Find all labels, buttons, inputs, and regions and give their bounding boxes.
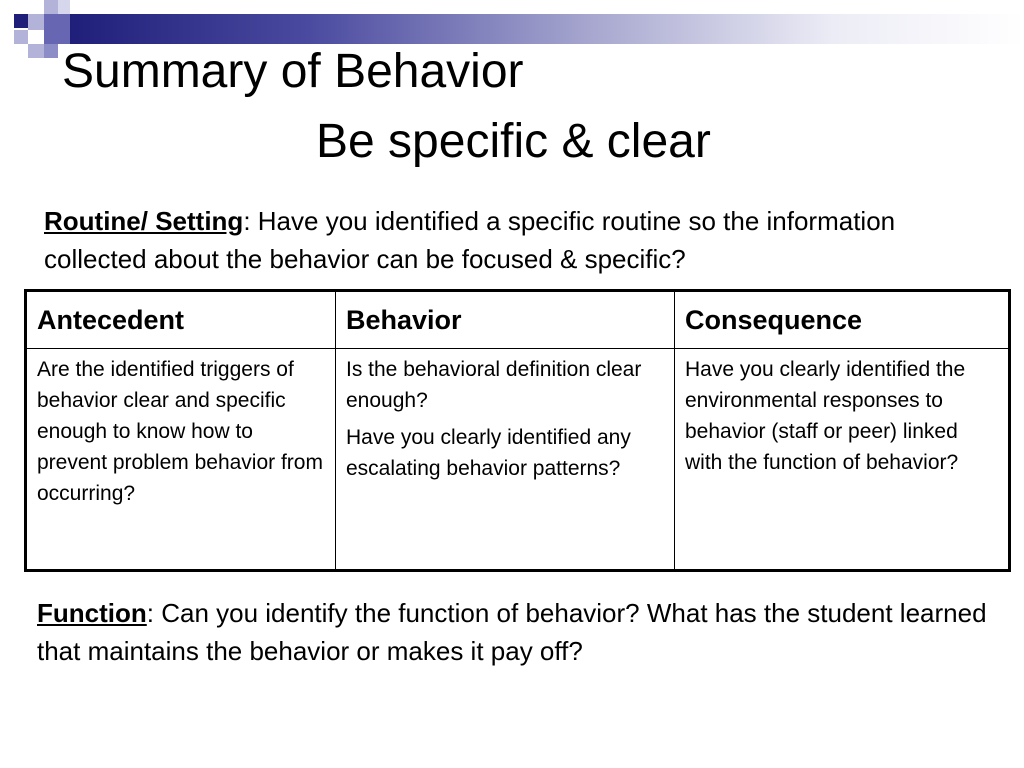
antecedent-text: Are the identified triggers of behavior clear and specific enough to know how to prevent problem behavior from occurring? <box>37 358 323 505</box>
behavior-text-1: Is the behavioral definition clear enough? <box>346 358 642 412</box>
abc-table <box>24 289 1011 572</box>
cell-consequence <box>675 349 1010 571</box>
function-text: : Can you identify the function of behavior? What has the student learned that maintains the behavior or makes it pay off? <box>37 598 987 666</box>
slide-title: Summary of Behavior <box>62 45 524 98</box>
routine-paragraph <box>44 202 1004 278</box>
table-header-row <box>26 291 1010 349</box>
header-antecedent: Antecedent <box>26 291 336 349</box>
cell-antecedent <box>26 349 336 571</box>
function-paragraph <box>37 594 997 670</box>
behavior-text-2: Have you clearly identified any escalating behavior patterns? <box>346 426 631 480</box>
header-behavior: Behavior <box>336 291 675 349</box>
routine-text: : Have you identified a specific routine so the information collected about the behavior can be focused & specific? <box>44 206 896 274</box>
consequence-text: Have you clearly identified the environmental responses to behavior (staff or peer) linked with the function of behavior? <box>685 358 966 474</box>
header-consequence: Consequence <box>675 291 1010 349</box>
routine-label: Routine/ Setting <box>44 206 244 236</box>
decorative-gradient-bar <box>70 14 1024 44</box>
table-row <box>26 349 1010 571</box>
slide-subtitle: Be specific & clear <box>316 115 711 168</box>
cell-behavior <box>336 349 675 571</box>
function-label: Function <box>37 598 147 628</box>
